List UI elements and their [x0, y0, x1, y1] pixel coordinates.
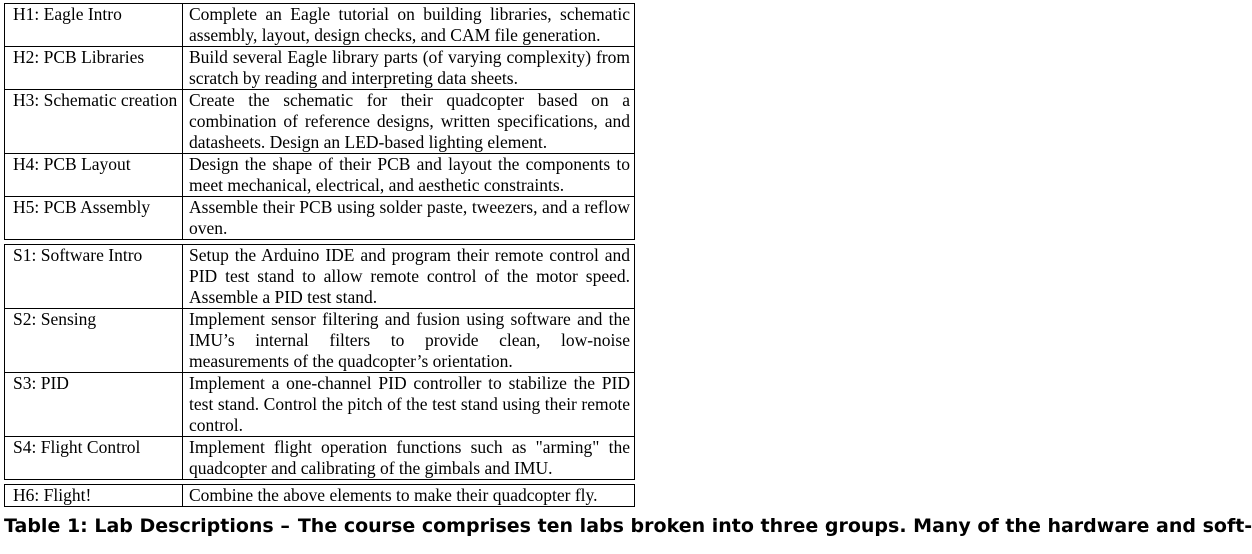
lab-label: S1: Software Intro: [5, 245, 183, 309]
lab-label: H4: PCB Layout: [5, 154, 183, 197]
table-row: [5, 197, 635, 240]
lab-description: Complete an Eagle tutorial on building libraries, schematic assembly, layout, design checks, and CAM file generation.: [183, 4, 635, 47]
lab-description: Implement flight operation functions such as "arming" the quadcopter and calibrating of the gimbals and IMU.: [183, 437, 635, 480]
lab-label: H5: PCB Assembly: [5, 197, 183, 240]
table-row: [5, 4, 635, 47]
table-body: [5, 4, 635, 507]
lab-label: S3: PID: [5, 373, 183, 437]
lab-label: H1: Eagle Intro: [5, 4, 183, 47]
lab-descriptions-table: [4, 3, 635, 507]
table-caption: [4, 512, 1252, 540]
lab-label: S2: Sensing: [5, 309, 183, 373]
caption-label: Table 1: Lab Descriptions –: [4, 515, 290, 537]
lab-description: Create the schematic for their quadcopter based on a combination of reference designs, written specifications, and datasheets. Design an LED-based lighting element.: [183, 90, 635, 154]
lab-description: Implement a one-channel PID controller to stabilize the PID test stand. Control the pitch of the test stand using their remote control.: [183, 373, 635, 437]
table-row: [5, 309, 635, 373]
lab-description: Build several Eagle library parts (of varying complexity) from scratch by reading and interpreting data sheets.: [183, 47, 635, 90]
lab-description: Combine the above elements to make their quadcopter fly.: [183, 485, 635, 507]
table-row: [5, 90, 635, 154]
lab-description: Design the shape of their PCB and layout the components to meet mechanical, electrical, and aesthetic constraints.: [183, 154, 635, 197]
table-row: [5, 437, 635, 480]
table-row: [5, 154, 635, 197]
table-row: [5, 47, 635, 90]
lab-description: Implement sensor filtering and fusion using software and the IMU’s internal filters to provide clean, low-noise measurements of the quadcopter’s orientation.: [183, 309, 635, 373]
lab-label: H3: Schematic creation: [5, 90, 183, 154]
caption-text: The course comprises ten labs broken into three groups. Many of the hardware and soft-: [297, 515, 1252, 537]
table-row: [5, 245, 635, 309]
table-row: [5, 373, 635, 437]
lab-label: H2: PCB Libraries: [5, 47, 183, 90]
lab-description: Setup the Arduino IDE and program their remote control and PID test stand to allow remote control of the motor speed. Assemble a PID test stand.: [183, 245, 635, 309]
table-row: [5, 485, 635, 507]
lab-label: S4: Flight Control: [5, 437, 183, 480]
lab-label: H6: Flight!: [5, 485, 183, 507]
lab-description: Assemble their PCB using solder paste, tweezers, and a reflow oven.: [183, 197, 635, 240]
